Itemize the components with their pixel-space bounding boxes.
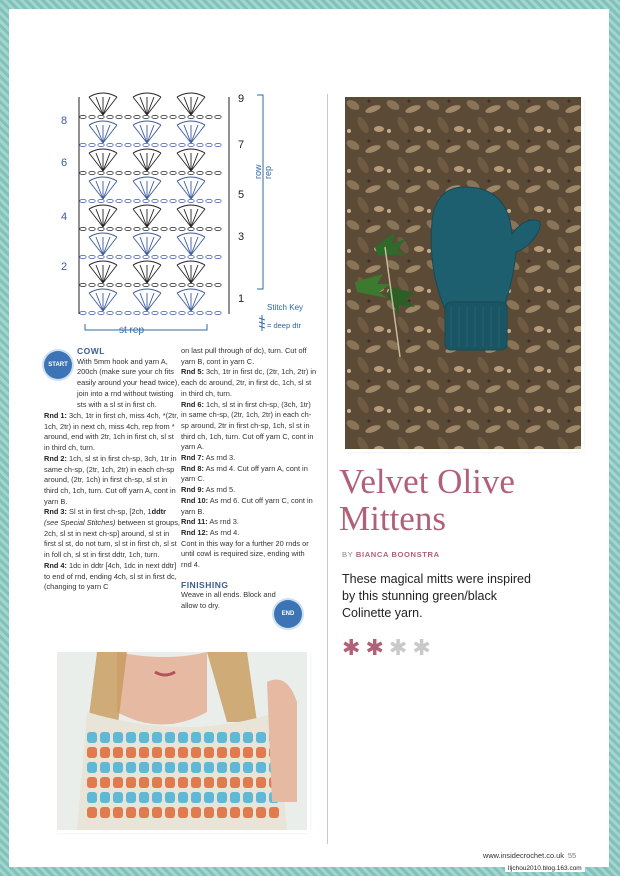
cowl-stitch-block	[165, 792, 175, 803]
cowl-stitch-block	[256, 747, 266, 758]
chain-stitch-mark	[188, 311, 194, 314]
cowl-stitch-block	[113, 777, 123, 788]
chart-stitch-fan	[177, 149, 205, 171]
chain-stitch-mark	[197, 199, 203, 202]
chart-stitch-fan	[133, 289, 161, 311]
rnd3-text: Rnd 3: Sl st in first ch-sp, [2ch, 1ddtr (see Special Stitches) between st groups, 2ch, sl st in next ch-sp] around, sl st in first sl st, do not turn, sl st in first ch, sl st in foll ch, sl st in first ddtr, 1ch, turn.	[44, 507, 180, 560]
chain-stitch-mark	[125, 311, 131, 314]
chain-stitch-mark	[116, 115, 122, 118]
cowl-stitch-block	[256, 777, 266, 788]
chain-stitch-mark	[206, 227, 212, 230]
cowl-stitch-block	[113, 762, 123, 773]
cowl-instructions-col1	[77, 346, 181, 410]
chain-stitch-mark	[161, 311, 167, 314]
chain-stitch-mark	[152, 255, 158, 258]
cowl-stitch-block	[256, 792, 266, 803]
chain-stitch-mark	[107, 255, 113, 258]
chain-stitch-mark	[98, 311, 104, 314]
chain-stitch-mark	[215, 143, 221, 146]
cowl-photo	[57, 652, 307, 830]
chain-stitch-mark	[188, 171, 194, 174]
cowl-stitch-block	[243, 732, 253, 743]
cowl-stitch-block	[178, 732, 188, 743]
rnd4-cont-text: on last pull through of dc), turn. Cut off yarn B, cont in yarn C.	[181, 346, 307, 366]
chain-stitch-mark	[179, 199, 185, 202]
chain-stitch-mark	[197, 255, 203, 258]
chain-stitch-mark	[98, 227, 104, 230]
chain-stitch-mark	[89, 115, 95, 118]
chain-stitch-mark	[188, 227, 194, 230]
chart-stitch-fan	[133, 177, 161, 199]
cowl-stitch-block	[165, 807, 175, 818]
chain-stitch-mark	[80, 283, 86, 286]
chain-stitch-mark	[107, 283, 113, 286]
chain-stitch-mark	[143, 199, 149, 202]
chain-stitch-mark	[170, 143, 176, 146]
chain-stitch-mark	[125, 255, 131, 258]
chain-stitch-mark	[134, 227, 140, 230]
cowl-stitch-block	[256, 807, 266, 818]
chain-stitch-mark	[143, 115, 149, 118]
cowl-stitch-block	[217, 732, 227, 743]
chain-stitch-mark	[161, 283, 167, 286]
chart-stitch-fan	[89, 93, 117, 115]
cowl-stitch-block	[191, 747, 201, 758]
chain-stitch-mark	[170, 311, 176, 314]
chain-stitch-mark	[89, 143, 95, 146]
cowl-stitch-block	[100, 777, 110, 788]
cowl-stitch-block	[230, 747, 240, 758]
cowl-stitch-block	[230, 777, 240, 788]
cowl-stitch-block	[139, 777, 149, 788]
deep-dtr-symbol-icon	[259, 315, 265, 331]
cowl-stitch-block	[126, 762, 136, 773]
cowl-stitch-block	[165, 777, 175, 788]
chain-stitch-mark	[98, 199, 104, 202]
chart-stitch-fan	[89, 261, 117, 283]
cowl-stitch-block	[152, 732, 162, 743]
chain-stitch-mark	[197, 143, 203, 146]
chain-stitch-mark	[98, 143, 104, 146]
cowl-stitch-block	[126, 747, 136, 758]
chain-stitch-mark	[125, 115, 131, 118]
chain-stitch-mark	[197, 115, 203, 118]
cowl-stitch-block	[100, 792, 110, 803]
chain-stitch-mark	[179, 283, 185, 286]
cowl-stitch-block	[178, 792, 188, 803]
chain-stitch-mark	[89, 199, 95, 202]
chain-stitch-mark	[116, 199, 122, 202]
cowl-stitch-block	[256, 732, 266, 743]
chart-stitch-fan	[177, 289, 205, 311]
chain-stitch-mark	[134, 143, 140, 146]
cowl-stitch-block	[217, 777, 227, 788]
rnd2-text: Rnd 2: 1ch, sl st in first ch-sp, 3ch, 1tr in same ch-sp, (2tr, 1ch, 2tr) in each ch-sp around, (2tr, 1ch) in first ch-sp, sl st in third ch, 1ch, turn. Cut off yarn A, cont in yarn B.	[44, 453, 177, 506]
cowl-stitch-block	[139, 762, 149, 773]
chain-stitch-mark	[206, 311, 212, 314]
cowl-stitch-block	[178, 807, 188, 818]
chain-stitch-mark	[161, 171, 167, 174]
difficulty-rating	[342, 637, 431, 659]
stitch-key-label: Stitch Key	[267, 303, 304, 312]
chain-stitch-mark	[179, 143, 185, 146]
cowl-stitch-block	[191, 762, 201, 773]
cowl-stitch-block	[178, 747, 188, 758]
chain-stitch-mark	[98, 283, 104, 286]
byline: BY BIANCA BOONSTRA	[342, 550, 440, 559]
cowl-stitch-block	[165, 747, 175, 758]
cowl-stitch-block	[152, 777, 162, 788]
rnd4-text: Rnd 4: 1dc in ddtr [4ch, 1dc in next ddtr] to end of rnd, ending 4ch, sl st in first dc, (changing to yarn C	[44, 560, 177, 592]
cowl-stitch-block	[152, 792, 162, 803]
chart-stitch-fan	[133, 261, 161, 283]
cowl-stitch-block	[191, 792, 201, 803]
cowl-stitch-block	[230, 792, 240, 803]
crochet-chart	[57, 89, 277, 339]
chain-stitch-mark	[107, 171, 113, 174]
rnd9-text: Rnd 9: As rnd 5.	[181, 485, 236, 495]
row-number-8: 8	[61, 115, 68, 127]
chain-stitch-mark	[215, 171, 221, 174]
chain-stitch-mark	[98, 255, 104, 258]
chart-stitch-fan	[177, 205, 205, 227]
cowl-stitch-block	[87, 807, 97, 818]
cowl-heading: COWL	[77, 346, 105, 356]
chain-stitch-mark	[143, 311, 149, 314]
continue-text: Cont in this way for a further 20 rnds or until cowl is required size, ending with rnd 4.	[181, 538, 309, 570]
chain-stitch-mark	[89, 283, 95, 286]
page-number: 55	[567, 851, 577, 860]
chain-stitch-mark	[161, 115, 167, 118]
chain-stitch-mark	[125, 199, 131, 202]
chart-stitch-fan	[89, 233, 117, 255]
chain-stitch-mark	[161, 199, 167, 202]
cowl-stitch-block	[113, 792, 123, 803]
cowl-stitch-block	[243, 747, 253, 758]
chain-stitch-mark	[170, 171, 176, 174]
cowl-stitch-block	[191, 777, 201, 788]
chain-stitch-mark	[80, 255, 86, 258]
cowl-stitch-block	[269, 807, 279, 818]
chain-stitch-mark	[116, 255, 122, 258]
chain-stitch-mark	[188, 115, 194, 118]
chart-stitch-fan	[177, 233, 205, 255]
cowl-stitch-block	[126, 792, 136, 803]
chain-stitch-mark	[179, 311, 185, 314]
chain-stitch-mark	[179, 255, 185, 258]
star-icon-empty: ✱	[412, 635, 431, 660]
cowl-stitch-block	[204, 732, 214, 743]
chain-stitch-mark	[107, 227, 113, 230]
st-rep-label: st rep	[119, 325, 145, 336]
chain-stitch-mark	[170, 255, 176, 258]
star-icon-empty: ✱	[388, 635, 408, 660]
cowl-stitch-block	[139, 747, 149, 758]
standfirst: These magical mitts were inspired by this stunning green/black Colinette yarn.	[342, 572, 531, 620]
chain-stitch-mark	[215, 115, 221, 118]
finishing-text: Weave in all ends. Block and allow to dry.	[181, 590, 276, 611]
chain-stitch-mark	[107, 143, 113, 146]
chain-stitch-mark	[206, 115, 212, 118]
star-icon-filled: ✱	[342, 635, 361, 660]
chain-stitch-mark	[143, 171, 149, 174]
chart-stitch-fan	[177, 121, 205, 143]
chain-stitch-mark	[170, 115, 176, 118]
cowl-stitch-block	[139, 807, 149, 818]
chain-stitch-mark	[152, 311, 158, 314]
cowl-stitch-block	[100, 807, 110, 818]
chain-stitch-mark	[206, 255, 212, 258]
cowl-stitch-block	[217, 747, 227, 758]
cowl-stitch-block	[87, 792, 97, 803]
rnd1-text: Rnd 1: 3ch, 1tr in first ch, miss 4ch, *(2tr, 1ch, 2tr) in next ch, miss 4ch, rep from * around, end with 2tr, 1ch in first ch, sl st in third ch, turn.	[44, 411, 179, 453]
row-rep-bracket	[257, 95, 263, 289]
cowl-stitch-block	[230, 732, 240, 743]
cowl-instructions-col2	[181, 346, 317, 612]
row-rep-label: row rep	[253, 164, 273, 179]
cowl-rounds-col1	[44, 411, 181, 593]
chain-stitch-mark	[143, 283, 149, 286]
row-number-6: 6	[61, 157, 68, 169]
chain-stitch-mark	[80, 227, 86, 230]
cowl-stitch-block	[165, 762, 175, 773]
rnd7-text: Rnd 7: As rnd 3.	[181, 453, 236, 463]
cowl-stitch-block	[204, 762, 214, 773]
chain-stitch-mark	[161, 143, 167, 146]
cowl-stitch-block	[217, 807, 227, 818]
chain-stitch-mark	[197, 283, 203, 286]
chain-stitch-mark	[80, 199, 86, 202]
chart-stitch-fan	[177, 177, 205, 199]
chain-stitch-mark	[197, 311, 203, 314]
chain-stitch-mark	[107, 115, 113, 118]
chain-stitch-mark	[143, 255, 149, 258]
chain-stitch-mark	[116, 227, 122, 230]
footer-url: www.insidecrochet.co.uk	[483, 851, 564, 860]
chain-stitch-mark	[80, 115, 86, 118]
chart-stitch-fan	[89, 121, 117, 143]
chain-stitch-mark	[134, 115, 140, 118]
chain-stitch-mark	[134, 255, 140, 258]
row-number-3: 3	[238, 231, 245, 243]
cowl-stitch-block	[243, 762, 253, 773]
chart-stitch-fan	[133, 93, 161, 115]
chain-stitch-mark	[188, 283, 194, 286]
article-title: Velvet Olive Mittens	[339, 462, 515, 538]
chain-stitch-mark	[152, 115, 158, 118]
cowl-stitch-block	[204, 807, 214, 818]
chain-stitch-mark	[161, 255, 167, 258]
chain-stitch-mark	[134, 199, 140, 202]
chain-stitch-mark	[188, 199, 194, 202]
chart-stitch-fan	[177, 93, 205, 115]
chain-stitch-mark	[107, 199, 113, 202]
cowl-stitch-block	[256, 762, 266, 773]
cowl-stitch-block	[152, 807, 162, 818]
row-number-9: 9	[238, 93, 245, 105]
chain-stitch-mark	[179, 227, 185, 230]
cowl-stitch-block	[139, 792, 149, 803]
cowl-stitch-block	[126, 732, 136, 743]
cowl-stitch-block	[243, 777, 253, 788]
chain-stitch-mark	[215, 255, 221, 258]
cowl-stitch-block	[113, 732, 123, 743]
chain-stitch-mark	[80, 143, 86, 146]
cowl-stitch-block	[87, 777, 97, 788]
cowl-intro: With 5mm hook and yarn A, 200ch (make sure your ch fits easily around your head twice), join into a rnd without twisting sts with a sl st in first ch.	[77, 356, 180, 409]
star-icon-filled: ✱	[365, 635, 384, 660]
chart-stitch-fan	[89, 177, 117, 199]
chain-stitch-mark	[215, 227, 221, 230]
chain-stitch-mark	[116, 311, 122, 314]
cowl-stitch-block	[113, 807, 123, 818]
chain-stitch-mark	[206, 199, 212, 202]
chain-stitch-mark	[125, 143, 131, 146]
rnd11-text: Rnd 11: As rnd 3.	[181, 517, 239, 527]
row-number-7: 7	[238, 139, 245, 151]
chain-stitch-mark	[179, 115, 185, 118]
chain-stitch-mark	[197, 227, 203, 230]
st-rep-bracket	[85, 324, 207, 330]
cowl-stitch-block	[243, 792, 253, 803]
cowl-stitch-block	[165, 732, 175, 743]
cowl-stitch-block	[126, 777, 136, 788]
chain-stitch-mark	[89, 227, 95, 230]
deep-dtr-label: = deep dtr	[267, 321, 301, 330]
chain-stitch-mark	[170, 227, 176, 230]
finishing-heading: FINISHING	[181, 579, 229, 590]
chart-stitch-fan	[89, 149, 117, 171]
chain-stitch-mark	[152, 171, 158, 174]
end-badge: END	[274, 600, 302, 628]
cowl-stitch-block	[217, 762, 227, 773]
chart-stitch-fan	[133, 205, 161, 227]
chart-stitch-fan	[89, 205, 117, 227]
cowl-stitch-block	[191, 732, 201, 743]
magazine-page	[9, 9, 609, 867]
chain-stitch-mark	[179, 171, 185, 174]
author-name: BIANCA BOONSTRA	[355, 550, 440, 559]
chart-stitch-fan	[89, 289, 117, 311]
start-badge: START	[44, 351, 72, 379]
cowl-stitch-block	[100, 732, 110, 743]
cowl-stitch-block	[230, 807, 240, 818]
chain-stitch-mark	[170, 199, 176, 202]
chain-stitch-mark	[134, 171, 140, 174]
mitten-photo	[345, 97, 581, 449]
chain-stitch-mark	[134, 283, 140, 286]
cowl-stitch-block	[204, 777, 214, 788]
chart-stitch-fan	[133, 121, 161, 143]
watermark: lljchou2010.blog.163.com	[505, 865, 585, 872]
page-footer	[483, 851, 576, 860]
rnd10-text: Rnd 10: As rnd 6. Cut off yarn C, cont in yarn B.	[181, 495, 313, 516]
chain-stitch-mark	[134, 311, 140, 314]
chain-stitch-mark	[89, 311, 95, 314]
chain-stitch-mark	[188, 143, 194, 146]
cowl-stitch-block	[113, 747, 123, 758]
chain-stitch-mark	[215, 283, 221, 286]
chain-stitch-mark	[89, 255, 95, 258]
cowl-stitch-block	[217, 792, 227, 803]
rnd5-text: Rnd 5: 3ch, 1tr in first dc, (2tr, 1ch, 2tr) in each dc around, 2tr, in first dc, 1ch, sl st in third ch, turn.	[181, 367, 317, 398]
chain-stitch-mark	[125, 171, 131, 174]
chain-stitch-mark	[116, 171, 122, 174]
chain-stitch-mark	[152, 227, 158, 230]
row-number-4: 4	[61, 211, 68, 223]
chain-stitch-mark	[170, 283, 176, 286]
chain-stitch-mark	[80, 171, 86, 174]
chain-stitch-mark	[107, 311, 113, 314]
chain-stitch-mark	[80, 311, 86, 314]
chain-stitch-mark	[161, 227, 167, 230]
chain-stitch-mark	[98, 115, 104, 118]
chain-stitch-mark	[206, 283, 212, 286]
cowl-stitch-block	[87, 732, 97, 743]
chain-stitch-mark	[116, 143, 122, 146]
chain-stitch-mark	[152, 199, 158, 202]
cowl-stitch-block	[152, 747, 162, 758]
chart-stitch-fan	[133, 149, 161, 171]
cowl-stitch-block	[191, 807, 201, 818]
cowl-stitch-block	[126, 807, 136, 818]
chain-stitch-mark	[116, 283, 122, 286]
chain-stitch-mark	[152, 283, 158, 286]
chain-stitch-mark	[98, 171, 104, 174]
cowl-stitch-block	[87, 762, 97, 773]
cowl-stitch-block	[204, 792, 214, 803]
chain-stitch-mark	[188, 255, 194, 258]
rnd8-text: Rnd 8: As rnd 4. Cut off yarn A, cont in yarn C.	[181, 463, 308, 484]
row-number-1: 1	[238, 293, 245, 305]
cowl-stitch-block	[178, 762, 188, 773]
row-number-5: 5	[238, 189, 245, 201]
chain-stitch-mark	[197, 171, 203, 174]
chain-stitch-mark	[125, 283, 131, 286]
cowl-stitch-block	[139, 732, 149, 743]
cowl-stitch-block	[178, 777, 188, 788]
row-number-2: 2	[61, 261, 68, 273]
chain-stitch-mark	[143, 143, 149, 146]
chain-stitch-mark	[152, 143, 158, 146]
chain-stitch-mark	[143, 227, 149, 230]
chain-stitch-mark	[125, 227, 131, 230]
chain-stitch-mark	[89, 171, 95, 174]
chain-stitch-mark	[215, 199, 221, 202]
chart-stitch-fan	[177, 261, 205, 283]
chain-stitch-mark	[206, 143, 212, 146]
cowl-stitch-block	[87, 747, 97, 758]
cowl-stitch-block	[230, 762, 240, 773]
cowl-stitch-block	[100, 747, 110, 758]
column-divider	[327, 94, 328, 844]
chart-stitch-fan	[133, 233, 161, 255]
rnd6-text: Rnd 6: 1ch, sl st in first ch-sp, (3ch, 1tr) in same ch-sp, (2tr, 1ch, 2tr) in each ch-sp around, 2tr in first ch-sp, 1ch, sl st in third ch, 1ch, turn. Cut off yarn C, cont in yarn A.	[181, 399, 314, 452]
cowl-stitch-block	[100, 762, 110, 773]
chain-stitch-mark	[215, 311, 221, 314]
cowl-stitch-block	[152, 762, 162, 773]
cowl-stitch-block	[243, 807, 253, 818]
cowl-stitch-block	[204, 747, 214, 758]
chain-stitch-mark	[206, 171, 212, 174]
rnd12-text: Rnd 12: As rnd 4.	[181, 527, 240, 537]
